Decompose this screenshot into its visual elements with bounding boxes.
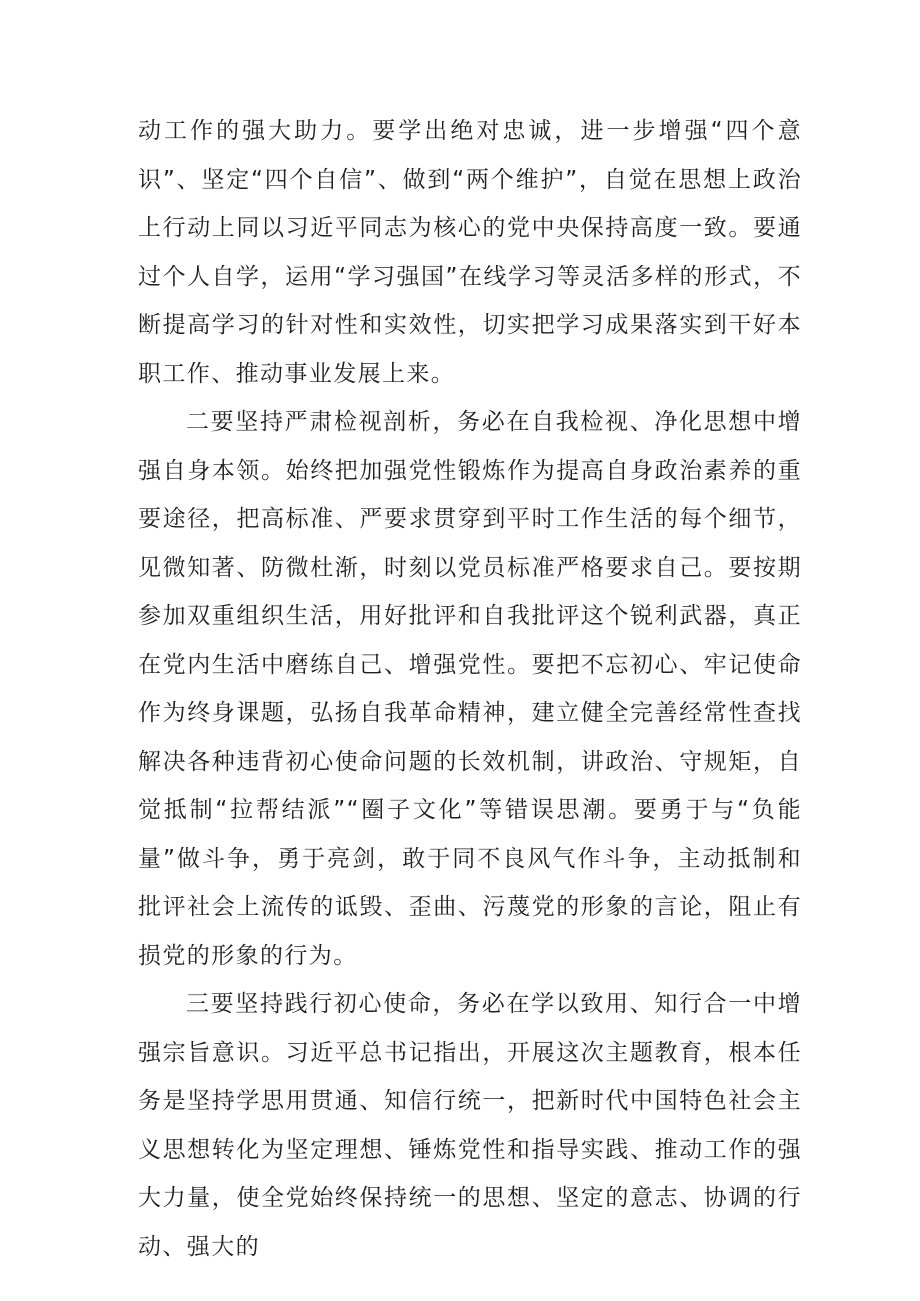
paragraph-second-requirement: 二要坚持严肃检视剖析，务必在自我检视、净化思想中增强自身本领。始终把加强党性锻炼作为提高自身政治素养的重要途径，把高标准、严要求贯穿到平时工作生活的每个细节，见微知著、防微杜渐，时刻以党员标准严格要求自己。要按期参加双重组织生活，用好批评和自我批评这个锐利武器，真正在党内生活中磨练自己、增强党性。要把不忘初心、牢记使命作为终身课题，弘扬自我革命精神，建立健全完善经常性查找解决各种违背初心使命问题的长效机制，讲政治、守规矩，自觉抵制“拉帮结派”“圈子文化”等错误思潮。要勇于与“负能量”做斗争，勇于亮剑，敢于同不良风气作斗争，主动抵制和批评社会上流传的诋毁、歪曲、污蔑党的形象的言论，阻止有损党的形象的行为。 [138, 409, 802, 969]
document-body [138, 107, 802, 1271]
paragraph-continuation: 动工作的强大助力。要学出绝对忠诚，进一步增强“四个意识”、坚定“四个自信”、做到“两个维护”，自觉在思想上政治上行动上同以习近平同志为核心的党中央保持高度一致。要通过个人自学，运用“学习强国”在线学习等灵活多样的形式，不断提高学习的针对性和实效性，切实把学习成果落实到干好本职工作、推动事业发展上来。 [138, 118, 802, 387]
paragraph-third-requirement: 三要坚持践行初心使命，务必在学以致用、知行合一中增强宗旨意识。习近平总书记指出，开展这次主题教育，根本任务是坚持学思用贯通、知信行统一，把新时代中国特色社会主义思想转化为坚定理想、锤炼党性和指导实践、推动工作的强大力量，使全党始终保持统一的思想、坚定的意志、协调的行动、强大的 [138, 991, 802, 1260]
